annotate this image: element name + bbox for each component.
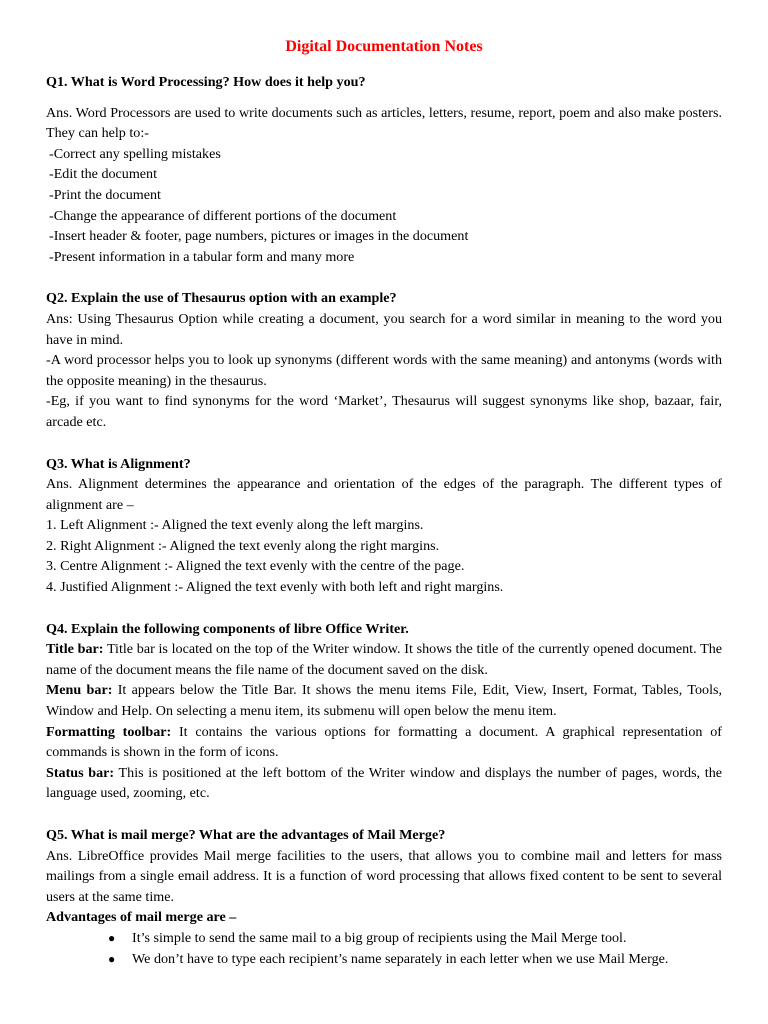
spacer: [46, 598, 722, 619]
component-formatting-toolbar: [46, 722, 722, 763]
list-item: 4. Justified Alignment :- Aligned the text evenly with both left and right margins.: [46, 579, 504, 596]
answer-5: Ans. LibreOffice provides Mail merge facilities to the users, that allows you to combine mail and letters for mass mailings from a single email address. It is a function of word processing that allows fixed content to be sent to several users at the same time.: [46, 847, 722, 905]
bullet-icon: ●: [108, 930, 116, 945]
bullet-icon: ●: [108, 951, 116, 966]
list-item: -Edit the document: [49, 166, 158, 183]
term-description: Title bar is located on the top of the Writer window. It shows the title of the currently opened document. The name of the document means the file name of the document saved on the disk.: [46, 641, 722, 678]
list-item: 2. Right Alignment :- Aligned the text evenly along the right margins.: [46, 537, 440, 554]
list-item: -Present information in a tabular form and many more: [49, 248, 355, 265]
answer-2-paragraph: -A word processor helps you to look up synonyms (different words with the same meaning) and antonyms (words with the opposite meaning) in the thesaurus.: [46, 352, 722, 389]
spacer: [46, 804, 722, 825]
term-description: It contains the various options for formatting a document. A graphical representation of commands is shown in the form of icons.: [46, 723, 722, 761]
answer-2-paragraph: -Eg, if you want to find synonyms for the word ‘Market’, Thesaurus will suggest synonyms like shop, bazaar, fair, arcade etc.: [46, 393, 722, 430]
term-label: Title bar:: [46, 641, 104, 658]
list-item: 1. Left Alignment :- Aligned the text evenly along the left margins.: [46, 517, 424, 534]
document-title: Digital Documentation Notes: [285, 38, 483, 55]
term-description: This is positioned at the left bottom of the Writer window and displays the number of pages, words, the language used, zooming, etc.: [46, 764, 722, 802]
question-2: Q2. Explain the use of Thesaurus option with an example?: [46, 290, 397, 307]
spacer: [46, 267, 722, 288]
section-q2: [46, 288, 722, 432]
section-q4: [46, 619, 722, 804]
advantage-text: We don’t have to type each recipient’s name separately in each letter when we use Mail Merge.: [132, 950, 669, 967]
list-item: [108, 949, 722, 970]
advantages-list: [46, 928, 722, 969]
answer-1-list: [46, 144, 722, 268]
list-item: 3. Centre Alignment :- Aligned the text evenly with the centre of the page.: [46, 558, 465, 575]
answer-1: Ans. Word Processors are used to write documents such as articles, letters, resume, report, poem and also make posters. They can help to:-: [46, 104, 722, 142]
spacer: [46, 433, 722, 454]
term-label: Formatting toolbar:: [46, 723, 172, 740]
answer-2-paragraph: Ans: Using Thesaurus Option while creating a document, you search for a word similar in meaning to the word you have in mind.: [46, 310, 722, 348]
section-q1: [46, 72, 722, 267]
section-q5: [46, 825, 722, 969]
section-q3: [46, 454, 722, 598]
list-item: [108, 928, 722, 949]
term-description: It appears below the Title Bar. It shows the menu items File, Edit, View, Insert, Format, Tables, Tools, Window and Help. On selecting a menu item, its submenu will open below the menu item.: [46, 682, 723, 720]
answer-3: Ans. Alignment determines the appearance and orientation of the edges of the paragraph. The different types of alignment are –: [46, 476, 722, 513]
question-1: Q1. What is Word Processing? How does it help you?: [46, 74, 366, 90]
alignment-list: [46, 515, 722, 597]
component-menu-bar: [46, 680, 722, 721]
component-status-bar: [46, 763, 722, 804]
question-3: Q3. What is Alignment?: [46, 455, 191, 472]
question-4: Q4. Explain the following components of libre Office Writer.: [46, 620, 409, 637]
question-5: Q5. What is mail merge? What are the advantages of Mail Merge?: [46, 827, 446, 843]
term-label: Status bar:: [46, 764, 115, 781]
list-item: -Print the document: [49, 186, 161, 203]
component-title-bar: [46, 639, 722, 680]
list-item: -Correct any spelling mistakes: [49, 145, 221, 162]
term-label: Menu bar:: [46, 682, 113, 699]
list-item: -Change the appearance of different portions of the document: [49, 207, 397, 224]
list-item: -Insert header & footer, page numbers, pictures or images in the document: [49, 228, 469, 245]
advantages-heading: Advantages of mail merge are –: [46, 909, 237, 926]
advantage-text: It’s simple to send the same mail to a big group of recipients using the Mail Merge tool.: [132, 929, 627, 946]
